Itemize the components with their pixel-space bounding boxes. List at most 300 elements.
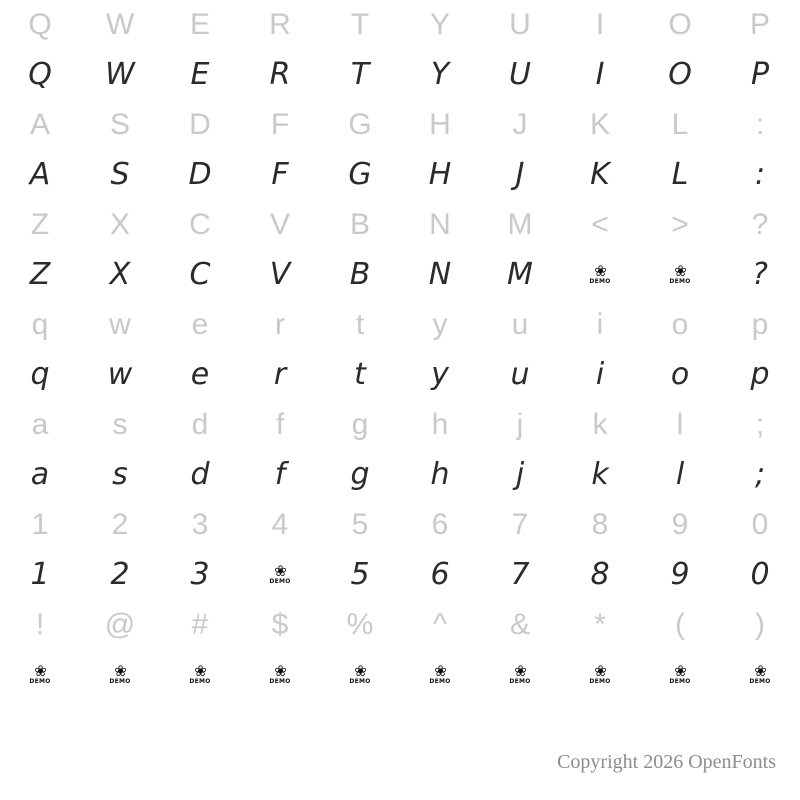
burst-icon: ❀ [674,262,686,280]
glyph: 9 [670,557,690,592]
glyph-cell [400,650,480,700]
glyph: S [109,108,130,141]
glyph-cell [560,150,640,200]
glyph-cell [160,650,240,700]
glyph-cell [720,650,800,700]
glyph: i [596,308,604,341]
glyph: & [509,608,530,641]
glyph: 4 [271,508,289,541]
glyph-cell [0,550,80,600]
glyph-cell [0,650,80,700]
glyph: P [749,8,770,41]
demo-watermark-icon [429,662,451,685]
glyph: A [29,108,50,141]
glyph-cell [560,200,640,250]
glyph: K [589,108,610,141]
glyph-cell [320,0,400,50]
copyright-notice: Copyright 2026 OpenFonts [557,751,776,773]
demo-label: DEMO [189,677,211,685]
glyph-cell [80,250,160,300]
glyph-cell [0,600,80,650]
glyph: g [351,408,369,441]
glyph-cell [160,500,240,550]
glyph: L [671,157,689,192]
glyph: B [349,257,371,292]
glyph-cell [480,650,560,700]
glyph-cell [320,400,400,450]
glyph-cell [560,650,640,700]
glyph: 3 [190,557,210,592]
glyph: Q [28,8,52,41]
glyph-cell [480,50,560,100]
glyph: t [355,308,365,341]
glyph: ; [755,408,765,441]
glyph: % [346,608,374,641]
demo-label: DEMO [269,677,291,685]
glyph: h [431,408,449,441]
glyph: F [270,108,290,141]
glyph-cell [320,500,400,550]
glyph: p [751,308,769,341]
glyph-cell [640,50,720,100]
glyph: s [112,408,128,441]
glyph: $ [271,608,289,641]
burst-icon: ❀ [594,262,606,280]
burst-icon: ❀ [274,662,286,680]
demo-watermark-icon [109,662,131,685]
glyph: 9 [671,508,689,541]
demo-label: DEMO [749,677,771,685]
glyph-cell [240,100,320,150]
glyph: T [350,8,370,41]
demo-label: DEMO [109,677,131,685]
glyph: M [507,257,533,292]
glyph: < [591,208,609,241]
glyph-cell [240,550,320,600]
glyph-cell [400,400,480,450]
glyph-cell [480,600,560,650]
glyph-cell [400,300,480,350]
glyph-cell [0,450,80,500]
glyph-cell [720,100,800,150]
demo-watermark-icon [589,662,611,685]
glyph: B [349,208,370,241]
glyph-cell [480,550,560,600]
glyph: H [429,108,451,141]
glyph: I [595,57,605,92]
glyph-cell [400,200,480,250]
glyph: U [509,57,531,92]
glyph-cell [640,150,720,200]
glyph-cell [640,250,720,300]
glyph-cell [640,500,720,550]
glyph-cell [720,0,800,50]
glyph: W [105,8,135,41]
demo-label: DEMO [349,677,371,685]
glyph-cell [0,0,80,50]
glyph-cell [0,100,80,150]
glyph: 3 [191,508,209,541]
glyph: 2 [111,508,129,541]
glyph-cell [80,350,160,400]
glyph-cell [160,600,240,650]
glyph: i [595,357,605,392]
glyph: N [428,257,452,292]
glyph: * [594,608,606,641]
glyph: K [590,157,610,192]
glyph: : [755,108,765,141]
glyph-cell [160,350,240,400]
glyph-cell [560,50,640,100]
glyph-cell [400,450,480,500]
glyph-cell [0,200,80,250]
demo-label: DEMO [509,677,531,685]
glyph: M [507,208,533,241]
glyph-cell [80,650,160,700]
glyph: X [109,257,131,292]
demo-watermark-icon [269,562,291,585]
glyph: ! [35,608,45,641]
glyph-cell [0,300,80,350]
glyph: J [512,108,528,141]
glyph-cell [480,400,560,450]
glyph-cell [480,450,560,500]
burst-icon: ❀ [594,662,606,680]
glyph-cell [0,400,80,450]
glyph-cell [480,200,560,250]
glyph-cell [560,550,640,600]
demo-label: DEMO [429,677,451,685]
glyph-cell [560,400,640,450]
glyph: 7 [511,508,529,541]
glyph-cell [240,500,320,550]
glyph: p [750,357,770,392]
glyph-cell [240,650,320,700]
glyph: Z [30,208,50,241]
glyph-cell [160,300,240,350]
glyph-cell [320,600,400,650]
glyph: E [190,57,210,92]
glyph: 1 [30,557,50,592]
demo-label: DEMO [589,677,611,685]
glyph-cell [640,200,720,250]
glyph: 1 [31,508,49,541]
glyph: C [189,257,211,292]
glyph-cell [320,300,400,350]
glyph-cell [240,350,320,400]
glyph-cell [240,400,320,450]
demo-label: DEMO [669,677,691,685]
glyph: Y [429,8,450,41]
glyph-cell [560,0,640,50]
glyph: @ [104,608,136,641]
glyph: g [350,457,370,492]
demo-label: DEMO [589,277,611,285]
burst-icon: ❀ [434,662,446,680]
glyph-cell [560,300,640,350]
glyph-cell [400,500,480,550]
demo-watermark-icon [349,662,371,685]
glyph-cell [480,150,560,200]
glyph: 7 [510,557,530,592]
glyph: > [671,208,689,241]
glyph-cell [240,50,320,100]
glyph: w [107,357,133,392]
glyph: t [354,357,366,392]
glyph-cell [400,550,480,600]
burst-icon: ❀ [674,662,686,680]
glyph-cell [160,0,240,50]
glyph-cell [80,550,160,600]
glyph-cell [320,250,400,300]
glyph: V [269,208,290,241]
glyph: q [31,308,49,341]
glyph-cell [400,350,480,400]
glyph: ; [754,457,766,492]
glyph: : [754,157,766,192]
glyph: 5 [350,557,370,592]
glyph: w [109,308,131,341]
burst-icon: ❀ [754,662,766,680]
burst-icon: ❀ [114,662,126,680]
demo-watermark-icon [669,662,691,685]
glyph-cell [720,300,800,350]
glyph: E [189,8,210,41]
glyph-cell [480,100,560,150]
glyph: o [670,357,690,392]
glyph: ) [755,608,765,641]
glyph: F [271,157,289,192]
glyph: # [191,608,209,641]
glyph: j [515,457,525,492]
glyph-cell [480,500,560,550]
glyph-cell [320,450,400,500]
glyph-cell [80,400,160,450]
glyph: 8 [590,557,610,592]
glyph-cell [80,500,160,550]
demo-label: DEMO [29,677,51,685]
glyph-cell [320,550,400,600]
glyph-cell [720,600,800,650]
glyph-cell [240,200,320,250]
glyph-cell [560,500,640,550]
demo-watermark-icon [269,662,291,685]
glyph-cell [160,50,240,100]
glyph: R [269,57,291,92]
glyph: ^ [432,608,448,641]
demo-label: DEMO [669,277,691,285]
demo-watermark-icon [669,262,691,285]
glyph: O [668,57,692,92]
demo-label: DEMO [269,577,291,585]
glyph-cell [400,50,480,100]
glyph: R [269,8,291,41]
glyph-cell [0,500,80,550]
glyph-cell [320,350,400,400]
glyph-cell [720,500,800,550]
glyph-cell [80,200,160,250]
glyph: C [189,208,211,241]
glyph-cell [720,250,800,300]
glyph: 8 [591,508,609,541]
glyph-cell [640,0,720,50]
glyph-cell [720,350,800,400]
burst-icon: ❀ [514,662,526,680]
glyph-cell [320,50,400,100]
glyph: a [30,457,50,492]
glyph: q [30,357,50,392]
burst-icon: ❀ [354,662,366,680]
glyph-cell [240,150,320,200]
glyph: H [428,157,452,192]
glyph: f [274,457,286,492]
glyph: d [190,457,210,492]
glyph: W [105,57,135,92]
glyph: k [592,408,608,441]
glyph-cell [240,300,320,350]
burst-icon: ❀ [194,662,206,680]
glyph-cell [160,550,240,600]
glyph-cell [640,300,720,350]
burst-icon: ❀ [34,662,46,680]
glyph: D [189,108,211,141]
glyph: G [348,108,372,141]
glyph-cell [560,350,640,400]
glyph: S [110,157,130,192]
glyph: e [191,308,209,341]
glyph: N [429,208,451,241]
glyph-cell [400,600,480,650]
glyph-cell [640,600,720,650]
glyph-cell [160,250,240,300]
glyph-cell [80,300,160,350]
glyph-cell [320,100,400,150]
glyph: 0 [750,557,770,592]
glyph-cell [160,450,240,500]
burst-icon: ❀ [274,562,286,580]
glyph: s [112,457,128,492]
glyph: I [595,8,605,41]
demo-watermark-icon [509,662,531,685]
glyph-cell [480,350,560,400]
glyph: h [430,457,450,492]
glyph: o [671,308,689,341]
glyph-cell [400,250,480,300]
glyph: e [190,357,210,392]
glyph: X [109,208,130,241]
glyph-cell [240,0,320,50]
glyph-cell [560,250,640,300]
glyph-cell [320,150,400,200]
glyph-cell [560,450,640,500]
glyph: a [31,408,49,441]
glyph: U [509,8,531,41]
glyph: y [432,308,448,341]
glyph: 6 [431,508,449,541]
glyph-cell [640,350,720,400]
glyph-cell [0,150,80,200]
glyph-cell [0,250,80,300]
glyph: Y [430,57,450,92]
demo-watermark-icon [749,662,771,685]
glyph-cell [0,350,80,400]
glyph-cell [720,200,800,250]
glyph-cell [480,250,560,300]
glyph: 0 [751,508,769,541]
glyph: k [591,457,609,492]
glyph: 5 [351,508,369,541]
glyph-cell [720,550,800,600]
glyph-cell [80,450,160,500]
glyph-cell [80,0,160,50]
demo-watermark-icon [589,262,611,285]
glyph: J [515,157,525,192]
glyph: Z [29,257,51,292]
glyph: V [269,257,291,292]
demo-watermark-icon [189,662,211,685]
glyph-cell [480,0,560,50]
glyph-cell [320,200,400,250]
glyph: f [275,408,285,441]
glyph-cell [160,150,240,200]
glyph: u [510,357,530,392]
glyph-cell [400,150,480,200]
glyph-cell [240,600,320,650]
glyph: O [668,8,692,41]
glyph: y [431,357,449,392]
demo-watermark-icon [29,662,51,685]
glyph: ? [752,257,768,292]
glyph-cell [640,450,720,500]
glyph-cell [80,50,160,100]
glyph: 2 [110,557,130,592]
glyph-cell [240,250,320,300]
glyph: r [275,308,285,341]
glyph-cell [320,650,400,700]
glyph-cell [560,600,640,650]
glyph-cell [640,650,720,700]
glyph: ( [675,608,685,641]
glyph: G [348,157,372,192]
glyph-cell [80,150,160,200]
glyph: j [516,408,524,441]
glyph-cell [720,450,800,500]
glyph: r [273,357,287,392]
glyph-cell [160,200,240,250]
glyph: 6 [430,557,450,592]
glyph: A [29,157,51,192]
glyph: u [511,308,529,341]
glyph-cell [240,450,320,500]
glyph-cell [80,600,160,650]
glyph: L [671,108,689,141]
glyph-cell [80,100,160,150]
glyph-cell [640,100,720,150]
glyph-cell [720,50,800,100]
glyph: l [676,408,684,441]
glyph-cell [480,300,560,350]
glyph: P [750,57,770,92]
glyph: D [188,157,212,192]
glyph: T [350,57,370,92]
glyph-cell [720,400,800,450]
glyph: ? [751,208,769,241]
glyph: d [191,408,209,441]
glyph: Q [28,57,52,92]
glyph-cell [640,400,720,450]
glyph-cell [400,100,480,150]
glyph-cell [160,400,240,450]
